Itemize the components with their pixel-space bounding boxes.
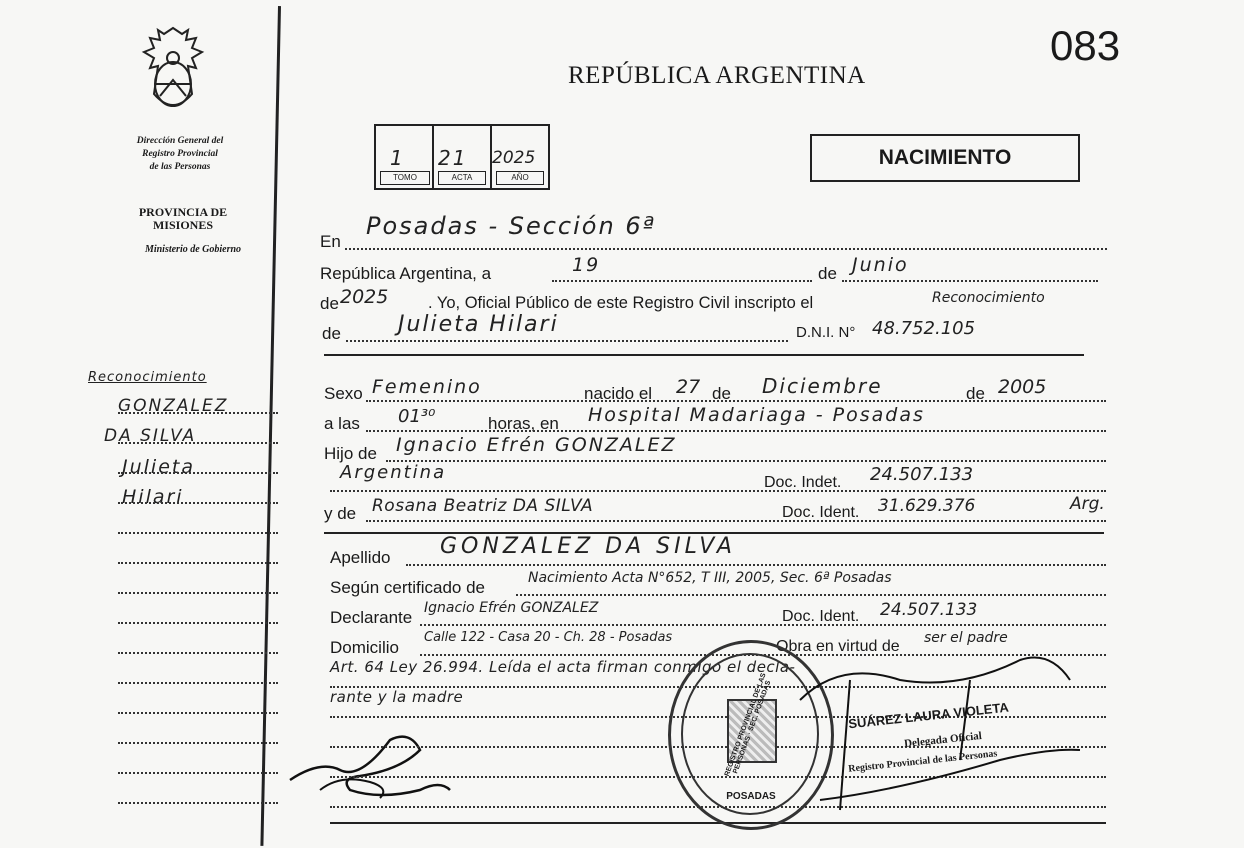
coat-of-arms-emblem (136, 24, 210, 120)
en-value: Posadas - Sección 6ª (366, 212, 656, 240)
obra-value: ser el padre (924, 630, 1008, 646)
year-value: 2025 (340, 286, 389, 308)
declarante-doc: 24.507.133 (880, 600, 978, 620)
rep-label: República Argentina, a (320, 264, 492, 283)
delegate-signature-mark (780, 640, 1100, 840)
anio-value: 2025 (492, 148, 536, 168)
father-line (386, 442, 1106, 462)
obra-label: Obra en virtud de (776, 638, 900, 655)
mother-doc: 31.629.376 (878, 496, 976, 516)
tomo-value: 1 (390, 146, 405, 170)
day-value: 19 (572, 254, 601, 276)
officer-text: . Yo, Oficial Público de este Registro Civil inscripto el (428, 294, 814, 312)
mother-line (366, 502, 1106, 522)
declarante-label: Declarante (330, 608, 413, 627)
dni-label: D.N.I. N° (796, 324, 856, 341)
domicilio-label: Domicilio (330, 638, 399, 657)
record-number-box (374, 124, 550, 190)
horas-label: horas, en (488, 414, 559, 433)
place-value: Hospital Madariaga - Posadas (588, 404, 925, 426)
dni-value: 48.752.105 (872, 318, 976, 339)
acta-label: ACTA (438, 171, 486, 185)
birth-year: 2005 (998, 376, 1047, 398)
de4-label: de (712, 384, 731, 403)
acta-value: 21 (438, 146, 468, 170)
sexo-value: Femenino (372, 376, 482, 398)
father-nationality: Argentina (340, 462, 447, 483)
hour-value: 01³⁰ (398, 406, 436, 427)
en-label: En (320, 232, 341, 251)
cert-label: Según certificado de (330, 578, 485, 597)
ministry-name: Ministerio de Gobierno (144, 244, 242, 255)
margin-note-name1: Julieta (122, 456, 195, 478)
time-line (366, 412, 1106, 432)
hijo-label: Hijo de (324, 444, 377, 463)
notes-line-2: rante y la madre (330, 688, 464, 706)
margin-note-surname2: DA SILVA (104, 426, 197, 446)
margin-ruling (118, 398, 276, 818)
mother-doc-label: Doc. Ident. (782, 504, 860, 521)
cert-value: Nacimiento Acta N°652, T III, 2005, Sec. 6ª Posadas (528, 570, 892, 586)
month-value: Junio (852, 254, 909, 276)
apellido-line (406, 546, 1106, 566)
province-name: PROVINCIA DE MISIONES (138, 205, 228, 232)
stamp-bottom-text: POSADAS (726, 791, 776, 802)
inscripto-value: Reconocimiento (932, 290, 1045, 306)
name-value: Julieta Hilari (398, 312, 559, 337)
declarante-line (420, 606, 1106, 626)
delegate-name: SUÁREZ LAURA VIOLETA (847, 699, 1010, 732)
nacido-label: nacido el (584, 384, 653, 403)
country-title: REPÚBLICA ARGENTINA (568, 62, 866, 89)
notes-line-1: Art. 64 Ley 26.994. Leída el acta firman conmigo el decla- (330, 658, 796, 676)
de-label: de (818, 264, 837, 283)
delegate-role: Delegada Oficial (903, 729, 983, 751)
apellido-label: Apellido (330, 548, 391, 567)
father-name: Ignacio Efrén GONZALEZ (396, 434, 677, 456)
act-type-box: NACIMIENTO (810, 134, 1080, 182)
cert-line (516, 576, 1106, 596)
birth-day: 27 (676, 376, 701, 398)
mother-nationality: Arg. (1070, 494, 1105, 514)
apellido-value: GONZALEZ DA SILVA (440, 534, 736, 559)
year-de-label: de (320, 294, 339, 313)
alas-label: a las (324, 414, 360, 433)
father-nat-line (330, 472, 1106, 492)
stamp-ring-text: REGISTRO PROVINCIAL DE LAS PERSONAS · SEC. POSADAS (723, 672, 773, 778)
domicilio-value: Calle 122 - Casa 20 - Ch. 28 - Posadas (424, 630, 673, 645)
anio-label: AÑO (496, 171, 544, 185)
agency-name: Dirección General del Registro Provincial de las Personas (136, 136, 224, 172)
margin-note-name2: Hilari (122, 486, 184, 508)
margin-note-surname1: GONZALEZ (118, 396, 229, 416)
de5-label: de (966, 384, 985, 403)
father-doc-label: Doc. Indet. (764, 474, 842, 491)
declarante-doc-label: Doc. Ident. (782, 608, 860, 625)
de3-label: de (322, 324, 341, 343)
sexo-label: Sexo (324, 384, 363, 403)
birth-month: Diciembre (762, 374, 883, 398)
yde-label: y de (324, 504, 357, 523)
tomo-label: TOMO (380, 171, 430, 185)
father-doc: 24.507.133 (870, 464, 974, 485)
separator-line (324, 354, 1084, 356)
margin-note-title: Reconocimiento (88, 370, 207, 385)
sexo-line (366, 382, 1106, 402)
declarante-value: Ignacio Efrén GONZALEZ (424, 600, 599, 616)
delegate-office: Registro Provincial de las Personas (847, 748, 998, 775)
mother-name: Rosana Beatriz DA SILVA (372, 496, 594, 516)
folio-number: 083 (1050, 22, 1121, 69)
